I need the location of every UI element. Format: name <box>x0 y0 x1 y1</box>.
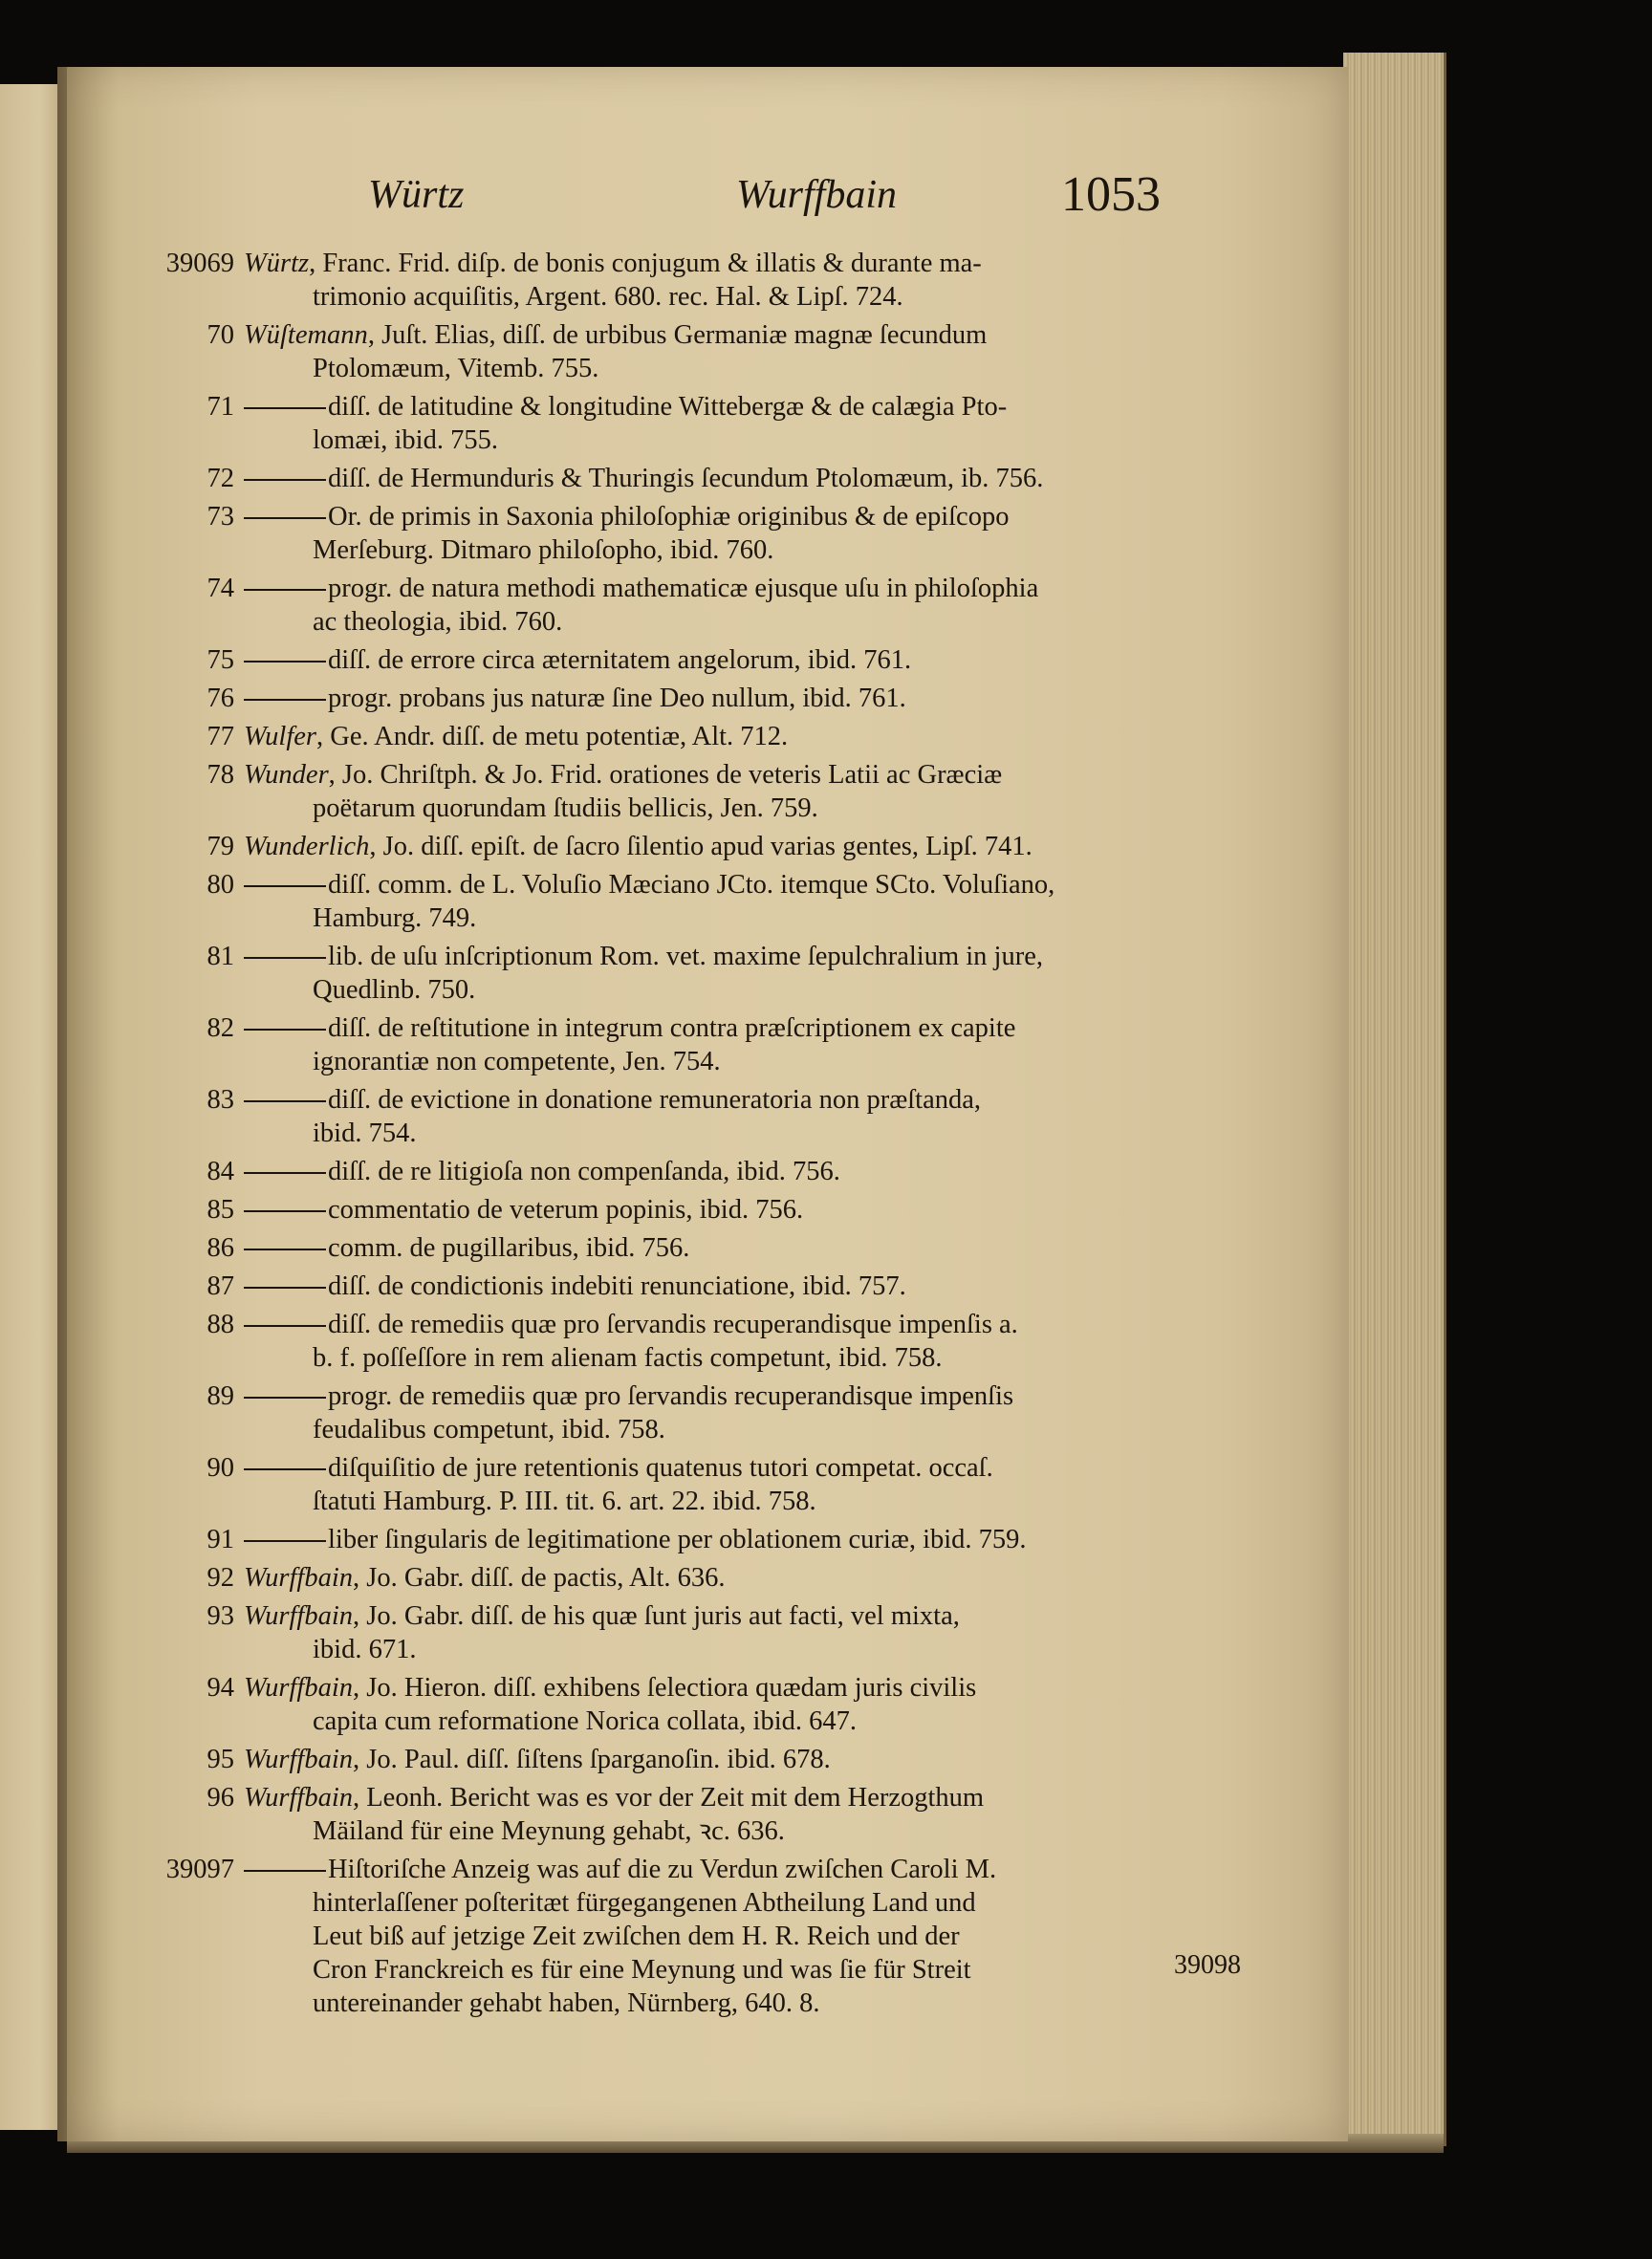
entry-first-line <box>244 940 1348 973</box>
bibliography-entry <box>67 1193 1348 1227</box>
entry-text: progr. de remediis quæ pro ſervandis recuperandisque impenſis <box>328 1381 1014 1411</box>
entry-number: 70 <box>206 320 234 350</box>
header-left-catchword: Würtz <box>368 173 465 217</box>
entry-continuation-line <box>244 1886 1348 1920</box>
entry-number: 82 <box>206 1013 234 1043</box>
entry-first-line: Würtz, Franc. Frid. diſp. de bonis conjugum & illatis & durante ma- <box>244 249 982 278</box>
entry-text: Mäiland für eine Meynung gehabt, ꝛc. 636. <box>313 1816 785 1846</box>
entry-first-line: Wunder, Jo. Chriſtph. & Jo. Frid. orationes de veteris Latii ac Græciæ <box>244 760 1003 790</box>
ditto-dash <box>244 1325 326 1327</box>
entry-text: diſſ. de condictionis indebiti renunciatione, ibid. 757. <box>328 1271 906 1301</box>
bibliography-entry <box>67 1308 1348 1375</box>
header-center-catchword: Wurffbain <box>736 173 898 217</box>
entry-continuation-line <box>244 280 1348 314</box>
entry-first-line <box>244 1231 1348 1265</box>
entry-continuation-line <box>244 1117 1348 1150</box>
entry-text: Jo. diſſ. epiſt. de ſacro ſilentio apud varias gentes, Lipſ. 741. <box>382 832 1032 861</box>
entry-author: Wüſtemann <box>244 320 368 350</box>
entry-number: 77 <box>206 722 234 751</box>
entry-number: 87 <box>206 1271 234 1301</box>
entry-first-line <box>244 1270 1348 1303</box>
bibliography-entry <box>67 1270 1348 1303</box>
entry-number: 74 <box>206 574 234 603</box>
entry-continuation-line <box>244 605 1348 639</box>
entry-first-line <box>244 682 1348 715</box>
entry-number: 93 <box>206 1601 234 1631</box>
entry-continuation-line <box>244 1413 1348 1446</box>
bibliography-entry <box>67 1561 1348 1595</box>
bibliography-entry <box>67 572 1348 639</box>
entry-text: ignorantiæ non competente, Jen. 754. <box>313 1047 721 1076</box>
entry-text: Jo. Paul. diſſ. ſiſtens ſparganoſin. ibid. 678. <box>366 1745 831 1774</box>
entry-number: 79 <box>206 832 234 861</box>
entry-continuation-line <box>244 973 1348 1007</box>
bibliography-entry <box>67 1083 1348 1150</box>
entry-number: 81 <box>206 942 234 971</box>
ditto-dash <box>244 699 326 701</box>
page-content <box>67 67 1348 2141</box>
entry-text: Juſt. Elias, diſſ. de urbibus Germaniæ magnæ ſecundum <box>381 320 988 350</box>
bibliography-entry <box>67 318 1348 385</box>
entry-text: capita cum reformatione Norica collata, ibid. 647. <box>313 1706 857 1736</box>
ditto-dash <box>244 1468 326 1470</box>
entry-number: 84 <box>206 1157 234 1186</box>
entry-author: Wulfer <box>244 722 316 751</box>
bibliography-entry <box>67 868 1348 935</box>
book-page <box>67 67 1348 2141</box>
entry-continuation-line <box>244 1633 1348 1666</box>
entry-number: 39097 <box>165 1855 234 1884</box>
entry-number: 89 <box>206 1381 234 1411</box>
entry-text: Quedlinb. 750. <box>313 975 476 1005</box>
entry-number: 80 <box>206 870 234 900</box>
entry-first-line <box>244 572 1348 605</box>
entry-text: Jo. Gabr. diſſ. de his quæ ſunt juris aut facti, vel mixta, <box>366 1601 960 1631</box>
entry-first-line <box>244 1083 1348 1117</box>
entry-text: diſquiſitio de jure retentionis quatenus tutori competat. occaſ. <box>328 1453 993 1483</box>
entry-text: feudalibus competunt, ibid. 758. <box>313 1415 665 1444</box>
page-block-edges <box>1343 53 1446 2146</box>
entry-text: Jo. Chriſtph. & Jo. Frid. orationes de veteris Latii ac Græciæ <box>341 760 1003 790</box>
entry-number: 73 <box>206 502 234 532</box>
entry-first-line <box>244 390 1348 424</box>
bibliography-entry <box>67 1523 1348 1556</box>
entry-first-line <box>244 462 1348 495</box>
entry-text: Leonh. Bericht was es vor der Zeit mit dem Herzogthum <box>366 1783 985 1813</box>
entry-author: Wurffbain <box>244 1673 354 1703</box>
ditto-dash <box>244 407 326 409</box>
bibliography-entry <box>67 1853 1348 2020</box>
entry-author: Wurffbain <box>244 1783 354 1813</box>
bibliography-entry <box>67 940 1348 1007</box>
entry-text: Hamburg. 749. <box>313 903 477 933</box>
entry-text: diſſ. de re litigioſa non compenſanda, ibid. 756. <box>328 1157 840 1186</box>
entry-continuation-line <box>244 901 1348 935</box>
ditto-dash <box>244 1029 326 1031</box>
entry-first-line: Wurffbain, Jo. Paul. diſſ. ſiſtens ſparganoſin. ibid. 678. <box>244 1745 831 1774</box>
bibliography-entry <box>67 1781 1348 1848</box>
ditto-dash <box>244 589 326 591</box>
entry-text: commentatio de veterum popinis, ibid. 756. <box>328 1195 804 1225</box>
ditto-dash <box>244 661 326 662</box>
ditto-dash <box>244 1287 326 1289</box>
bibliography-entry <box>67 682 1348 715</box>
entry-text: lomæi, ibid. 755. <box>313 425 498 455</box>
entry-number: 95 <box>206 1745 234 1774</box>
entry-text: diſſ. comm. de L. Voluſio Mæciano JCto. itemque SCto. Voluſiano, <box>328 870 1055 900</box>
entry-first-line: Wurffbain, Jo. Gabr. diſſ. de his quæ ſunt juris aut facti, vel mixta, <box>244 1601 960 1631</box>
entry-author: Wunder <box>244 760 329 790</box>
entry-author: Wurffbain <box>244 1745 354 1774</box>
entry-text: diſſ. de errore circa æternitatem angelorum, ibid. 761. <box>328 645 912 675</box>
entry-text: diſſ. de Hermunduris & Thuringis ſecundum Ptolomæum, ib. 756. <box>328 464 1044 493</box>
entry-text: ac theologia, ibid. 760. <box>313 607 563 637</box>
entry-author: Wurffbain <box>244 1563 354 1593</box>
entry-number: 76 <box>206 684 234 713</box>
bibliography-entry <box>67 720 1348 753</box>
bibliography-entry <box>67 1599 1348 1666</box>
entry-continuation-line <box>244 1705 1348 1738</box>
entry-text: trimonio acquiſitis, Argent. 680. rec. Hal. & Lipſ. 724. <box>313 282 903 312</box>
entry-text: Ptolomæum, Vitemb. 755. <box>313 354 599 383</box>
bibliography-entry <box>67 1379 1348 1446</box>
entry-number: 88 <box>206 1310 234 1339</box>
entry-text: hinterlaſſener poſteritæt fürgegangenen Abtheilung Land und <box>313 1888 976 1918</box>
entry-text: progr. de natura methodi mathematicæ ejusque uſu in philoſophia <box>328 574 1039 603</box>
entry-continuation-line <box>244 1987 1348 2020</box>
bibliography-entry <box>67 1011 1348 1078</box>
entry-first-line <box>244 1853 1348 1886</box>
entry-number: 75 <box>206 645 234 675</box>
footer-catchword: 39098 <box>1174 1950 1241 1980</box>
entry-first-line <box>244 1155 1348 1188</box>
ditto-dash <box>244 885 326 887</box>
ditto-dash <box>244 479 326 481</box>
entry-number: 78 <box>206 760 234 790</box>
entry-continuation-line <box>244 1814 1348 1848</box>
entry-continuation-line <box>244 533 1348 567</box>
entry-continuation-line <box>244 1485 1348 1518</box>
bibliography-entry <box>67 1231 1348 1265</box>
entry-number: 83 <box>206 1085 234 1115</box>
entry-first-line: Wüſtemann, Juſt. Elias, diſſ. de urbibus Germaniæ magnæ ſecundum <box>244 320 988 350</box>
entry-text: Merſeburg. Ditmaro philoſopho, ibid. 760. <box>313 535 774 565</box>
ditto-dash <box>244 1870 326 1872</box>
bibliography-entry <box>67 462 1348 495</box>
entry-first-line: Wunderlich, Jo. diſſ. epiſt. de ſacro ſilentio apud varias gentes, Lipſ. 741. <box>244 832 1032 861</box>
ditto-dash <box>244 957 326 959</box>
entry-number: 96 <box>206 1783 234 1813</box>
entry-first-line <box>244 868 1348 901</box>
entry-continuation-line <box>244 352 1348 385</box>
entry-first-line <box>244 1011 1348 1045</box>
entry-author: Wurffbain <box>244 1601 354 1631</box>
running-header <box>67 163 1348 229</box>
entry-number: 94 <box>206 1673 234 1703</box>
ditto-dash <box>244 1397 326 1399</box>
entry-continuation-line <box>244 792 1348 825</box>
entry-number: 90 <box>206 1453 234 1483</box>
entry-number: 92 <box>206 1563 234 1593</box>
entry-text: progr. probans jus naturæ ſine Deo nullum, ibid. 761. <box>328 684 906 713</box>
entry-text: diſſ. de latitudine & longitudine Wittebergæ & de calægia Pto- <box>328 392 1008 422</box>
bibliography-entry <box>67 1671 1348 1738</box>
entry-text: Jo. Hieron. diſſ. exhibens ſelectiora quædam juris civilis <box>366 1673 977 1703</box>
bibliography-entry <box>67 500 1348 567</box>
ditto-dash <box>244 1210 326 1212</box>
entry-first-line <box>244 1523 1348 1556</box>
entry-text: diſſ. de evictione in donatione remuneratoria non præſtanda, <box>328 1085 981 1115</box>
entry-text: Cron Franckreich es für eine Meynung und was ſie für Streit <box>313 1955 971 1985</box>
entry-first-line <box>244 1451 1348 1485</box>
bibliography-entry <box>67 1743 1348 1776</box>
entry-text: ibid. 671. <box>313 1635 417 1664</box>
entry-author: Würtz <box>244 249 310 278</box>
entry-continuation-line <box>244 424 1348 457</box>
entry-text: Ge. Andr. diſſ. de metu potentiæ, Alt. 712. <box>330 722 789 751</box>
entry-first-line <box>244 500 1348 533</box>
bibliography-entry <box>67 1451 1348 1518</box>
page-number: 1053 <box>1061 167 1161 222</box>
entry-text: poëtarum quorundam ſtudiis bellicis, Jen. 759. <box>313 793 818 823</box>
entry-text: ibid. 754. <box>313 1119 417 1148</box>
entry-first-line <box>244 1193 1348 1227</box>
entry-first-line: Wulfer, Ge. Andr. diſſ. de metu potentiæ, Alt. 712. <box>244 722 789 751</box>
entry-text: liber ſingularis de legitimatione per oblationem curiæ, ibid. 759. <box>328 1525 1027 1554</box>
bibliography-entry <box>67 830 1348 863</box>
entry-text: diſſ. de remediis quæ pro ſervandis recuperandisque impenſis a. <box>328 1310 1018 1339</box>
ditto-dash <box>244 517 326 519</box>
entry-text: Hiſtoriſche Anzeig was auf die zu Verdun zwiſchen Caroli M. <box>328 1855 997 1884</box>
entry-first-line: Wurffbain, Jo. Gabr. diſſ. de pactis, Alt. 636. <box>244 1563 726 1593</box>
entry-continuation-line <box>244 1341 1348 1375</box>
entry-continuation-line <box>244 1920 1348 1953</box>
bibliography-entry <box>67 758 1348 825</box>
entry-first-line <box>244 1308 1348 1341</box>
entry-number: 71 <box>206 392 234 422</box>
entry-first-line <box>244 643 1348 677</box>
ditto-dash <box>244 1100 326 1102</box>
entry-text: Leut biß auf jetzige Zeit zwiſchen dem H. R. Reich und der <box>313 1922 960 1951</box>
entry-number: 39069 <box>165 249 234 278</box>
bibliography-entries <box>67 247 1348 2025</box>
entry-first-line <box>244 1379 1348 1413</box>
ditto-dash <box>244 1249 326 1250</box>
entry-text: untereinander gehabt haben, Nürnberg, 640. 8. <box>313 1988 820 2018</box>
bibliography-entry <box>67 390 1348 457</box>
ditto-dash <box>244 1540 326 1542</box>
entry-text: Jo. Gabr. diſſ. de pactis, Alt. 636. <box>366 1563 726 1593</box>
entry-continuation-line <box>244 1045 1348 1078</box>
entry-first-line: Wurffbain, Jo. Hieron. diſſ. exhibens ſelectiora quædam juris civilis <box>244 1673 977 1703</box>
entry-first-line: Wurffbain, Leonh. Bericht was es vor der Zeit mit dem Herzogthum <box>244 1783 985 1813</box>
entry-author: Wunderlich <box>244 832 370 861</box>
entry-text: comm. de pugillaribus, ibid. 756. <box>328 1233 690 1263</box>
entry-text: Franc. Frid. diſp. de bonis conjugum & illatis & durante ma- <box>322 249 982 278</box>
entry-number: 85 <box>206 1195 234 1225</box>
bibliography-entry <box>67 1155 1348 1188</box>
entry-text: ſtatuti Hamburg. P. III. tit. 6. art. 22. ibid. 758. <box>313 1487 816 1516</box>
entry-number: 72 <box>206 464 234 493</box>
entry-text: Or. de primis in Saxonia philoſophiæ originibus & de epiſcopo <box>328 502 1010 532</box>
bibliography-entry <box>67 643 1348 677</box>
entry-text: diſſ. de reſtitutione in integrum contra præſcriptionem ex capite <box>328 1013 1016 1043</box>
entry-text: lib. de uſu inſcriptionum Rom. vet. maxime ſepulchralium in jure, <box>328 942 1043 971</box>
entry-number: 86 <box>206 1233 234 1263</box>
entry-number: 91 <box>206 1525 234 1554</box>
ditto-dash <box>244 1172 326 1174</box>
entry-text: b. f. poſſeſſore in rem alienam factis competunt, ibid. 758. <box>313 1343 943 1373</box>
bibliography-entry <box>67 247 1348 314</box>
